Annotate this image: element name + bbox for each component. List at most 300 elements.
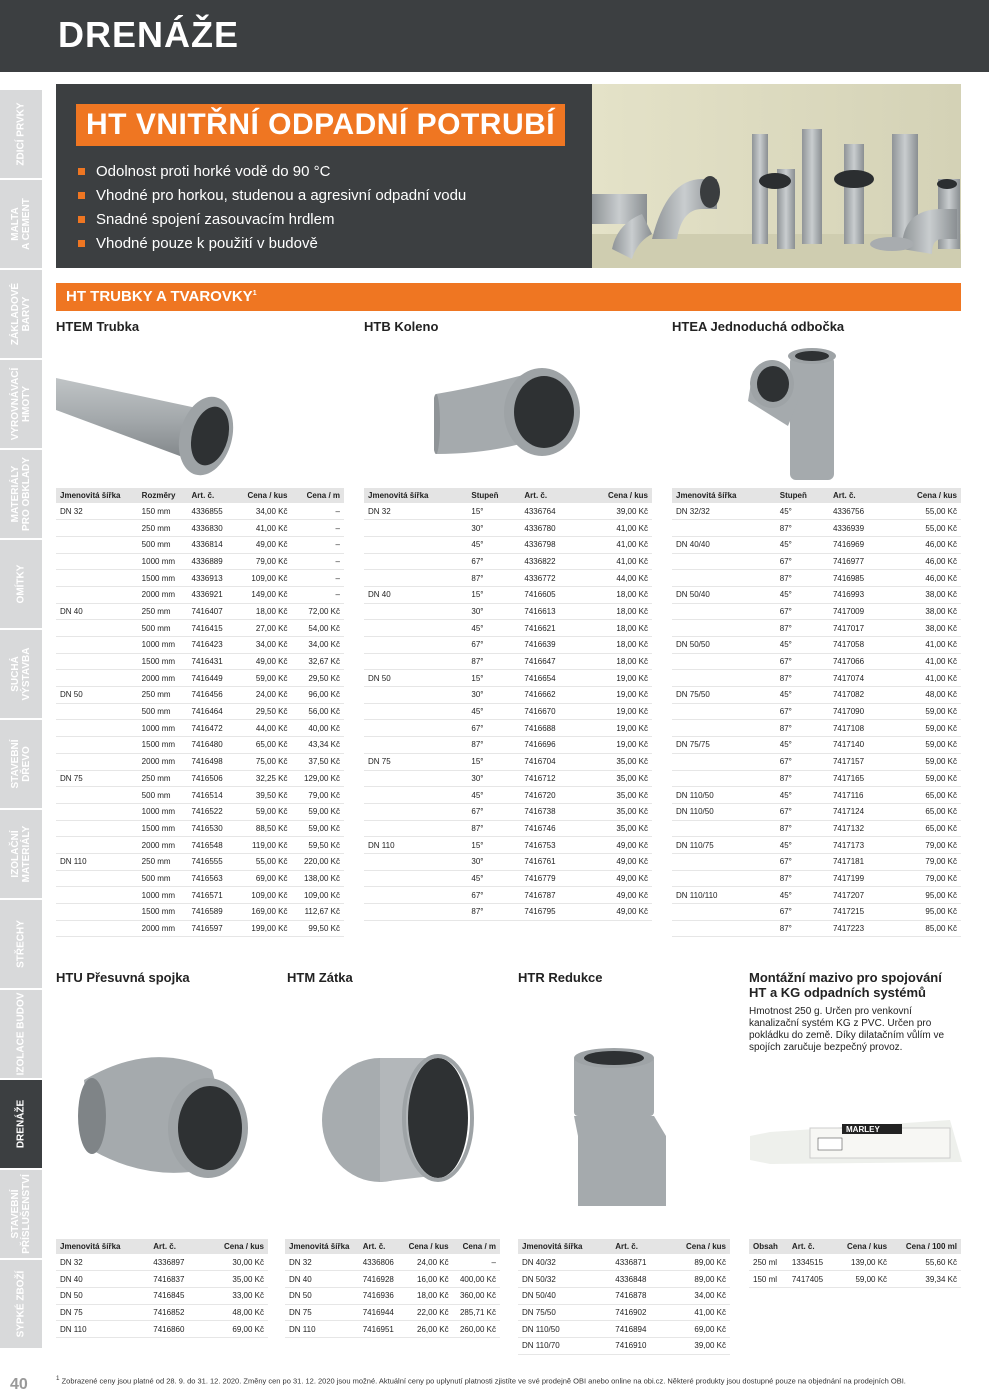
table-cell: 59,00 Kč bbox=[888, 720, 961, 737]
table-cell: 7416761 bbox=[520, 853, 579, 870]
table-row bbox=[518, 1287, 730, 1304]
table-cell: 4336848 bbox=[611, 1271, 664, 1288]
table-cell: 1000 mm bbox=[138, 887, 188, 904]
table-row bbox=[364, 586, 652, 603]
sidebar-tab-label: VYROVNÁVACÍ HMOTY bbox=[10, 367, 32, 441]
sidebar-tab[interactable] bbox=[0, 1260, 42, 1350]
table-cell: 15° bbox=[467, 837, 520, 854]
table-cell: 7417074 bbox=[829, 670, 888, 687]
table-row bbox=[285, 1271, 500, 1288]
table-cell: 7417405 bbox=[788, 1271, 834, 1288]
table-cell: 250 mm bbox=[138, 687, 188, 704]
table-cell: 7416563 bbox=[188, 870, 235, 887]
table-cell: 59,00 Kč bbox=[291, 803, 344, 820]
table-cell: 7416654 bbox=[520, 670, 579, 687]
table-cell: 79,00 Kč bbox=[291, 787, 344, 804]
table-cell: 400,00 Kč bbox=[453, 1271, 500, 1288]
table-cell: 59,00 Kč bbox=[888, 703, 961, 720]
table-cell bbox=[364, 536, 467, 553]
table-cell bbox=[56, 586, 138, 603]
sidebar-tab[interactable] bbox=[0, 360, 42, 450]
table-row bbox=[672, 653, 961, 670]
column-header: Cena / kus bbox=[401, 1239, 453, 1254]
table-cell bbox=[56, 920, 138, 937]
table-row bbox=[364, 904, 652, 921]
table-cell: DN 50/40 bbox=[518, 1287, 611, 1304]
table-cell bbox=[56, 637, 138, 654]
table-cell: DN 32 bbox=[56, 1254, 149, 1271]
table-cell: 7416951 bbox=[359, 1321, 401, 1338]
table-cell: DN 32 bbox=[56, 503, 138, 520]
table-cell: 18,00 Kč bbox=[580, 586, 653, 603]
table-cell: 55,00 Kč bbox=[888, 520, 961, 537]
table-cell: DN 110/50 bbox=[672, 803, 776, 820]
column-header: Art. č. bbox=[188, 488, 235, 503]
column-header: Cena / kus bbox=[665, 1239, 730, 1254]
table-cell: 27,00 Kč bbox=[234, 620, 291, 637]
sidebar-tab[interactable] bbox=[0, 900, 42, 990]
table-row bbox=[285, 1321, 500, 1338]
table-row bbox=[364, 553, 652, 570]
table-row bbox=[672, 837, 961, 854]
table-cell: 30° bbox=[467, 853, 520, 870]
table-cell: 35,00 Kč bbox=[580, 753, 653, 770]
table-cell: 7416472 bbox=[188, 720, 235, 737]
table-row bbox=[364, 853, 652, 870]
table-cell: DN 50 bbox=[364, 670, 467, 687]
table-cell: 67° bbox=[776, 653, 829, 670]
table-row bbox=[56, 620, 344, 637]
category-sidebar bbox=[0, 90, 42, 1350]
table-cell: 7416415 bbox=[188, 620, 235, 637]
table-cell: 139,00 Kč bbox=[834, 1254, 891, 1271]
table-cell bbox=[56, 670, 138, 687]
table-row bbox=[56, 603, 344, 620]
table-row bbox=[56, 770, 344, 787]
page-number: 40 bbox=[10, 1376, 28, 1393]
hero-title: HT VNITŘNÍ ODPADNÍ POTRUBÍ bbox=[76, 104, 565, 146]
table-cell bbox=[56, 820, 138, 837]
table-cell: 500 mm bbox=[138, 787, 188, 804]
table-cell: 7416456 bbox=[188, 687, 235, 704]
table-cell: 7417058 bbox=[829, 637, 888, 654]
table-cell bbox=[364, 553, 467, 570]
table-cell: 7417017 bbox=[829, 620, 888, 637]
table-cell: 45° bbox=[776, 887, 829, 904]
table-cell: 2000 mm bbox=[138, 837, 188, 854]
table-cell: 7416670 bbox=[520, 703, 579, 720]
table-row bbox=[672, 536, 961, 553]
table-cell: 19,00 Kč bbox=[580, 737, 653, 754]
table-row bbox=[672, 670, 961, 687]
table-cell: 41,00 Kč bbox=[580, 536, 653, 553]
sidebar-tab-label: IZOLAČNÍ MATERIÁLY bbox=[10, 825, 32, 883]
column-header: Cena / 100 ml bbox=[891, 1239, 961, 1254]
column-header: Cena / m bbox=[291, 488, 344, 503]
table-cell: 7416779 bbox=[520, 870, 579, 887]
table-cell: 19,00 Kč bbox=[580, 720, 653, 737]
table-cell bbox=[672, 603, 776, 620]
sidebar-tab[interactable] bbox=[0, 1080, 42, 1170]
table-cell: 39,00 Kč bbox=[580, 503, 653, 520]
table-row bbox=[285, 1254, 500, 1271]
table-cell: – bbox=[291, 586, 344, 603]
table-cell: DN 75 bbox=[285, 1304, 359, 1321]
table-cell: 87° bbox=[776, 520, 829, 537]
table-cell: 45° bbox=[467, 536, 520, 553]
column-header: Cena / kus bbox=[580, 488, 653, 503]
table-cell: 7416506 bbox=[188, 770, 235, 787]
table-cell: 112,67 Kč bbox=[291, 904, 344, 921]
table-cell: 22,00 Kč bbox=[401, 1304, 453, 1321]
table-row bbox=[56, 920, 344, 937]
table-cell: 67° bbox=[776, 904, 829, 921]
htu-price-table bbox=[56, 1239, 268, 1338]
table-row bbox=[56, 1304, 268, 1321]
table-cell: 34,00 Kč bbox=[665, 1287, 730, 1304]
table-cell: 7417009 bbox=[829, 603, 888, 620]
table-cell: 67° bbox=[467, 887, 520, 904]
table-row bbox=[364, 820, 652, 837]
table-cell: 7417223 bbox=[829, 920, 888, 937]
sidebar-tab-label: ZÁKLADOVÉ BARVY bbox=[10, 282, 32, 346]
table-cell: 250 mm bbox=[138, 520, 188, 537]
table-cell: 7417066 bbox=[829, 653, 888, 670]
table-cell: DN 40 bbox=[364, 586, 467, 603]
htea-price-table bbox=[672, 488, 961, 937]
table-cell bbox=[56, 803, 138, 820]
table-cell: 7416845 bbox=[149, 1287, 202, 1304]
table-row bbox=[364, 887, 652, 904]
table-cell: 41,00 Kč bbox=[888, 637, 961, 654]
table-cell: 87° bbox=[467, 737, 520, 754]
table-row bbox=[518, 1254, 730, 1271]
table-cell: 45° bbox=[776, 586, 829, 603]
table-cell: 33,00 Kč bbox=[203, 1287, 268, 1304]
table-cell bbox=[672, 920, 776, 937]
column-header: Art. č. bbox=[611, 1239, 664, 1254]
sidebar-tab[interactable] bbox=[0, 630, 42, 720]
table-cell: 4336921 bbox=[188, 586, 235, 603]
table-cell: 67° bbox=[467, 803, 520, 820]
table-cell bbox=[672, 820, 776, 837]
table-cell: 129,00 Kč bbox=[291, 770, 344, 787]
column-header: Art. č. bbox=[829, 488, 888, 503]
table-row bbox=[364, 837, 652, 854]
table-cell: 72,00 Kč bbox=[291, 603, 344, 620]
table-cell: 7416431 bbox=[188, 653, 235, 670]
table-cell: 30° bbox=[467, 687, 520, 704]
product-title-mazivo: Montážní mazivo pro spojování HT a KG odpadních systémů bbox=[749, 970, 942, 1000]
table-cell: 18,00 Kč bbox=[580, 620, 653, 637]
table-row bbox=[749, 1254, 961, 1271]
column-header: Cena / kus bbox=[834, 1239, 891, 1254]
mazivo-description: Hmotnost 250 g. Určen pro venkovní kanalizační systém KG z PVC. Určen pro pokládku do země. Díky dilatačním vůlím ve spojích zaručuje bezpečný provoz. bbox=[749, 1006, 945, 1053]
table-cell: 41,00 Kč bbox=[888, 670, 961, 687]
table-row bbox=[672, 803, 961, 820]
table-row bbox=[518, 1321, 730, 1338]
table-cell: 67° bbox=[776, 553, 829, 570]
sidebar-tab[interactable] bbox=[0, 180, 42, 270]
table-cell: 45° bbox=[467, 870, 520, 887]
htb-price-table bbox=[364, 488, 652, 921]
sidebar-tab-label: MALTA A CEMENT bbox=[10, 198, 32, 250]
table-cell: 7416944 bbox=[359, 1304, 401, 1321]
table-cell bbox=[672, 703, 776, 720]
table-cell: 4336814 bbox=[188, 536, 235, 553]
table-cell: 2000 mm bbox=[138, 920, 188, 937]
table-cell: 59,00 Kč bbox=[234, 670, 291, 687]
marley-logo: MARLEY bbox=[846, 1125, 880, 1134]
table-cell: DN 110/50 bbox=[518, 1321, 611, 1338]
table-cell: 29,50 Kč bbox=[234, 703, 291, 720]
table-cell: DN 50/50 bbox=[672, 637, 776, 654]
table-cell bbox=[364, 637, 467, 654]
column-header: Art. č. bbox=[149, 1239, 202, 1254]
table-row bbox=[672, 570, 961, 587]
table-row bbox=[364, 687, 652, 704]
table-row bbox=[672, 770, 961, 787]
table-row bbox=[364, 737, 652, 754]
table-cell: 7417090 bbox=[829, 703, 888, 720]
table-cell: 7416522 bbox=[188, 803, 235, 820]
table-cell: 220,00 Kč bbox=[291, 853, 344, 870]
column-header: Jmenovitá šířka bbox=[518, 1239, 611, 1254]
hero-bullet: Vhodné pro horkou, studenou a agresivní odpadní vodu bbox=[78, 184, 466, 208]
section-title-text: HT TRUBKY A TVAROVKY bbox=[66, 288, 253, 305]
table-cell: 7417082 bbox=[829, 687, 888, 704]
table-cell: 4336756 bbox=[829, 503, 888, 520]
table-cell: 45° bbox=[467, 703, 520, 720]
table-cell: 89,00 Kč bbox=[665, 1254, 730, 1271]
table-cell: 7416928 bbox=[359, 1271, 401, 1288]
sidebar-tab[interactable] bbox=[0, 720, 42, 810]
table-row bbox=[672, 870, 961, 887]
table-cell: 45° bbox=[467, 787, 520, 804]
table-row bbox=[672, 720, 961, 737]
table-cell bbox=[56, 536, 138, 553]
table-row bbox=[364, 870, 652, 887]
table-cell: DN 75 bbox=[56, 1304, 149, 1321]
table-cell: 56,00 Kč bbox=[291, 703, 344, 720]
htb-elbow-image bbox=[434, 364, 584, 464]
table-cell: 7417173 bbox=[829, 837, 888, 854]
table-cell: 7416738 bbox=[520, 803, 579, 820]
table-cell bbox=[672, 520, 776, 537]
sidebar-tab[interactable] bbox=[0, 810, 42, 900]
table-cell: 45° bbox=[776, 837, 829, 854]
table-cell: 44,00 Kč bbox=[580, 570, 653, 587]
sidebar-tab-label: ZDICÍ PRVKY bbox=[15, 102, 27, 166]
table-row bbox=[56, 737, 344, 754]
table-cell: 199,00 Kč bbox=[234, 920, 291, 937]
table-row bbox=[518, 1304, 730, 1321]
table-row bbox=[56, 837, 344, 854]
table-cell: 149,00 Kč bbox=[234, 586, 291, 603]
table-row bbox=[56, 1321, 268, 1338]
table-cell: DN 110/75 bbox=[672, 837, 776, 854]
table-cell: 19,00 Kč bbox=[580, 703, 653, 720]
table-cell bbox=[364, 687, 467, 704]
sidebar-tab[interactable] bbox=[0, 990, 42, 1080]
table-cell: 500 mm bbox=[138, 703, 188, 720]
table-cell: 250 mm bbox=[138, 603, 188, 620]
table-cell: 67° bbox=[467, 637, 520, 654]
table-cell: 95,00 Kč bbox=[888, 904, 961, 921]
table-cell: 7417207 bbox=[829, 887, 888, 904]
table-cell: 65,00 Kč bbox=[888, 803, 961, 820]
table-cell: 109,00 Kč bbox=[234, 887, 291, 904]
table-cell bbox=[672, 720, 776, 737]
column-header: Stupeň bbox=[776, 488, 829, 503]
htm-price-table bbox=[285, 1239, 500, 1338]
table-cell bbox=[364, 720, 467, 737]
table-cell: 49,00 Kč bbox=[580, 853, 653, 870]
sidebar-tab-label: DRENÁŽE bbox=[15, 1099, 27, 1149]
table-cell: 15° bbox=[467, 586, 520, 603]
column-header: Obsah bbox=[749, 1239, 788, 1254]
sidebar-tab[interactable] bbox=[0, 90, 42, 180]
column-header: Art. č. bbox=[359, 1239, 401, 1254]
table-cell: 79,00 Kč bbox=[234, 553, 291, 570]
table-cell: 7416621 bbox=[520, 620, 579, 637]
table-cell: 46,00 Kč bbox=[888, 536, 961, 553]
sidebar-tab[interactable] bbox=[0, 450, 42, 540]
table-cell: 79,00 Kč bbox=[888, 837, 961, 854]
table-cell: 69,00 Kč bbox=[203, 1321, 268, 1338]
table-cell bbox=[364, 570, 467, 587]
page-header bbox=[0, 0, 989, 72]
table-cell: 87° bbox=[776, 720, 829, 737]
sidebar-tab[interactable] bbox=[0, 270, 42, 360]
table-cell: 7416597 bbox=[188, 920, 235, 937]
table-cell: 7416480 bbox=[188, 737, 235, 754]
table-cell: 7416662 bbox=[520, 687, 579, 704]
table-cell: 45° bbox=[776, 737, 829, 754]
table-cell: 41,00 Kč bbox=[888, 653, 961, 670]
table-cell: 99,50 Kč bbox=[291, 920, 344, 937]
table-cell bbox=[672, 670, 776, 687]
table-cell: 32,25 Kč bbox=[234, 770, 291, 787]
table-row bbox=[364, 603, 652, 620]
table-cell: 7416860 bbox=[149, 1321, 202, 1338]
table-cell: 7416704 bbox=[520, 753, 579, 770]
table-cell: – bbox=[291, 503, 344, 520]
table-row bbox=[56, 503, 344, 520]
table-cell bbox=[364, 620, 467, 637]
table-row bbox=[56, 753, 344, 770]
table-cell: DN 110 bbox=[364, 837, 467, 854]
table-cell: 1000 mm bbox=[138, 720, 188, 737]
column-header: Jmenovitá šířka bbox=[56, 488, 138, 503]
table-cell: 35,00 Kč bbox=[580, 820, 653, 837]
table-cell: 45° bbox=[776, 687, 829, 704]
table-cell: DN 40/32 bbox=[518, 1254, 611, 1271]
table-cell bbox=[364, 520, 467, 537]
table-cell bbox=[56, 703, 138, 720]
table-cell: 87° bbox=[776, 920, 829, 937]
table-cell: 45° bbox=[776, 637, 829, 654]
table-row bbox=[56, 720, 344, 737]
table-cell: 4336871 bbox=[611, 1254, 664, 1271]
table-cell: 150 ml bbox=[749, 1271, 788, 1288]
table-cell: DN 75 bbox=[364, 753, 467, 770]
table-row bbox=[56, 1254, 268, 1271]
table-row bbox=[364, 503, 652, 520]
table-cell: 87° bbox=[776, 770, 829, 787]
sidebar-tab[interactable] bbox=[0, 540, 42, 630]
table-cell: 4336939 bbox=[829, 520, 888, 537]
table-cell: 16,00 Kč bbox=[401, 1271, 453, 1288]
table-cell: 7416647 bbox=[520, 653, 579, 670]
table-cell: 30,00 Kč bbox=[203, 1254, 268, 1271]
table-cell bbox=[56, 620, 138, 637]
column-header: Jmenovitá šířka bbox=[285, 1239, 359, 1254]
table-cell: 35,00 Kč bbox=[580, 787, 653, 804]
table-cell: 46,00 Kč bbox=[888, 553, 961, 570]
htu-coupling-image bbox=[72, 1040, 252, 1180]
table-cell: DN 32 bbox=[364, 503, 467, 520]
table-cell: 95,00 Kč bbox=[888, 887, 961, 904]
table-cell: 88,50 Kč bbox=[234, 820, 291, 837]
table-row bbox=[56, 553, 344, 570]
table-row bbox=[364, 637, 652, 654]
table-cell: 4336897 bbox=[149, 1254, 202, 1271]
table-cell: 87° bbox=[776, 870, 829, 887]
table-cell: 4336798 bbox=[520, 536, 579, 553]
table-cell: 67° bbox=[776, 803, 829, 820]
table-cell: DN 110/110 bbox=[672, 887, 776, 904]
table-cell: 7417157 bbox=[829, 753, 888, 770]
section-title-bar bbox=[56, 283, 961, 311]
product-title-htb: HTB Koleno bbox=[364, 319, 439, 334]
table-cell bbox=[56, 753, 138, 770]
table-cell: 2000 mm bbox=[138, 586, 188, 603]
product-title-htm: HTM Zátka bbox=[287, 970, 353, 985]
table-cell: 49,00 Kč bbox=[234, 653, 291, 670]
column-header: Rozměry bbox=[138, 488, 188, 503]
table-row bbox=[56, 803, 344, 820]
table-cell: 79,00 Kč bbox=[888, 870, 961, 887]
table-cell: DN 40 bbox=[56, 1271, 149, 1288]
table-cell: 18,00 Kč bbox=[580, 603, 653, 620]
table-row bbox=[672, 737, 961, 754]
product-title-htu: HTU Přesuvná spojka bbox=[56, 970, 190, 985]
table-row bbox=[364, 520, 652, 537]
table-cell: 55,00 Kč bbox=[234, 853, 291, 870]
table-row bbox=[364, 653, 652, 670]
table-cell: 19,00 Kč bbox=[580, 687, 653, 704]
table-row bbox=[56, 887, 344, 904]
table-cell: 85,00 Kč bbox=[888, 920, 961, 937]
sidebar-tab[interactable] bbox=[0, 1170, 42, 1260]
table-cell: DN 50 bbox=[56, 687, 138, 704]
table-row bbox=[56, 637, 344, 654]
table-row bbox=[364, 570, 652, 587]
table-cell bbox=[672, 904, 776, 921]
table-cell bbox=[56, 653, 138, 670]
column-header: Art. č. bbox=[788, 1239, 834, 1254]
table-cell: 67° bbox=[467, 720, 520, 737]
table-cell: 38,00 Kč bbox=[888, 620, 961, 637]
table-cell: 65,00 Kč bbox=[888, 787, 961, 804]
table-cell: – bbox=[291, 553, 344, 570]
table-cell: 2000 mm bbox=[138, 753, 188, 770]
hero-banner bbox=[56, 84, 961, 268]
table-cell: 7416837 bbox=[149, 1271, 202, 1288]
table-cell: 7416688 bbox=[520, 720, 579, 737]
table-row bbox=[672, 637, 961, 654]
